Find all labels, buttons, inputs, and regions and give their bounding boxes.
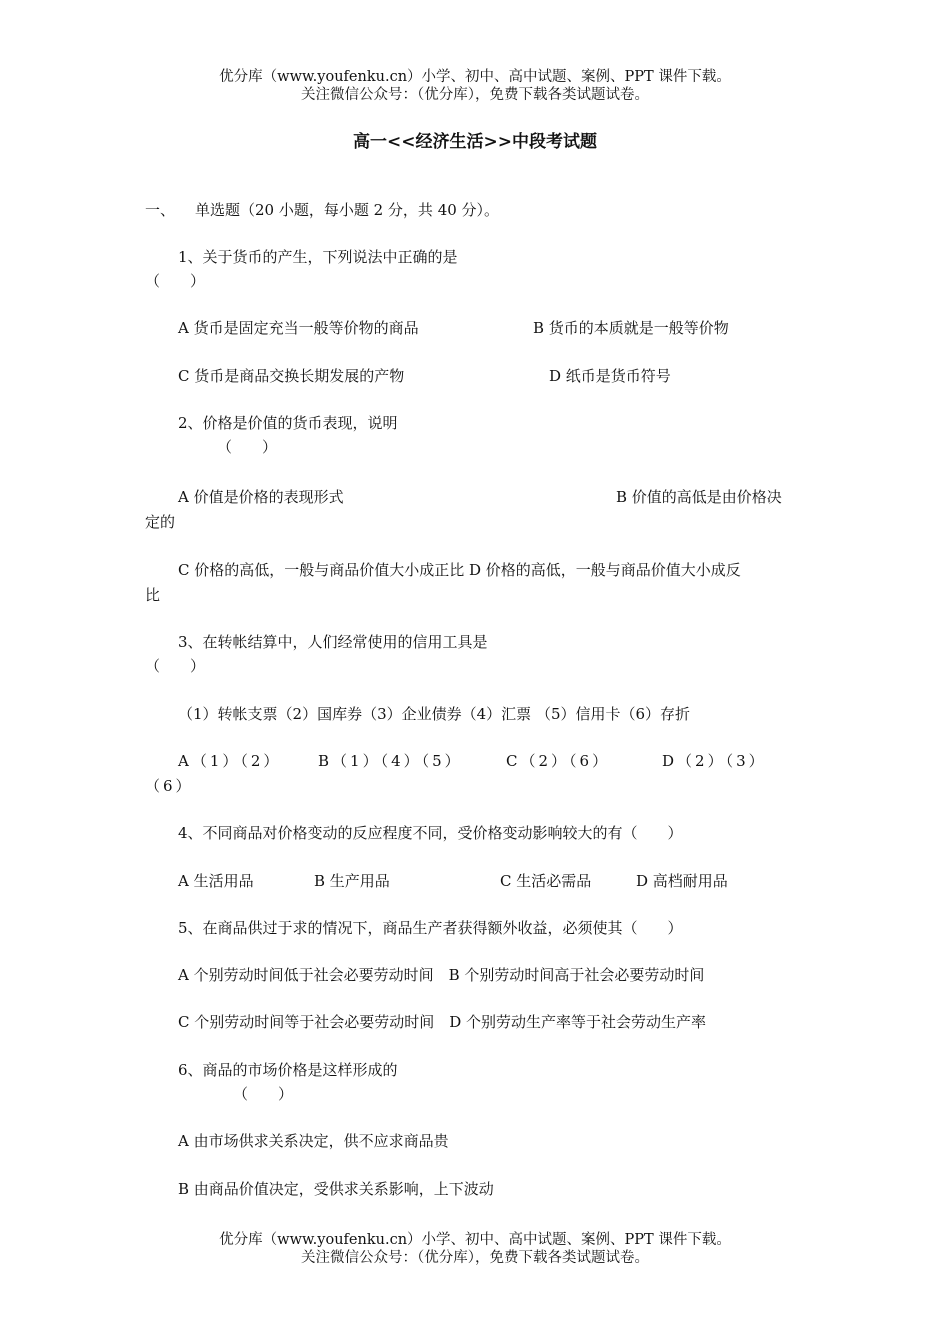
q2-stem: 2、价格是价值的货币表现，说明 bbox=[178, 414, 398, 432]
q4-option-b: B 生产用品 bbox=[314, 872, 390, 890]
q5-options-ab: A 个别劳动时间低于社会必要劳动时间 B 个别劳动时间高于社会必要劳动时间 bbox=[178, 966, 705, 984]
section-heading: 单选题（20 小题，每小题 2 分，共 40 分）。 bbox=[195, 201, 500, 219]
q5-stem: 5、在商品供过于求的情况下，商品生产者获得额外收益，必须使其（ ） bbox=[178, 919, 683, 937]
header-line-2: 关注微信公众号：（优分库），免费下载各类试题试卷。 bbox=[301, 87, 649, 103]
q2-options-cd: C 价格的高低，一般与商品价值大小成正比 D 价格的高低，一般与商品价值大小成反 bbox=[178, 561, 741, 579]
q5-options-cd: C 个别劳动时间等于社会必要劳动时间 D 个别劳动生产率等于社会劳动生产率 bbox=[178, 1013, 707, 1031]
q1-option-c: C 货币是商品交换长期发展的产物 bbox=[178, 367, 405, 385]
q2-option-a: A 价值是价格的表现形式 bbox=[178, 488, 344, 506]
header-line-1: 优分库（www.youfenku.cn）小学、初中、高中试题、案例、PPT 课件下载。 bbox=[219, 69, 731, 85]
q3-option-c: C（2）（6） bbox=[506, 752, 611, 770]
q4-option-c: C 生活必需品 bbox=[500, 872, 592, 890]
q4-option-d: D 高档耐用品 bbox=[636, 872, 728, 890]
page-title: 高一<<经济生活>>中段考试题 bbox=[353, 132, 597, 152]
q1-option-b: B 货币的本质就是一般等价物 bbox=[533, 319, 729, 337]
q2-option-b-cont: 定的 bbox=[145, 513, 176, 531]
q1-blank: （ ） bbox=[145, 272, 206, 290]
q3-option-d: D（2）（3） bbox=[662, 752, 767, 770]
q3-option-d-cont: （6） bbox=[145, 777, 194, 795]
section-number: 一、 bbox=[145, 201, 176, 219]
footer-line-1: 优分库（www.youfenku.cn）小学、初中、高中试题、案例、PPT 课件下载。 bbox=[219, 1232, 731, 1248]
q3-option-b: B（1）（4）（5） bbox=[318, 752, 463, 770]
q4-option-a: A 生活用品 bbox=[178, 872, 254, 890]
q1-option-a: A 货币是固定充当一般等价物的商品 bbox=[178, 319, 419, 337]
q2-option-b: B 价值的高低是由价格决 bbox=[616, 488, 782, 506]
q2-options-cd-cont: 比 bbox=[145, 586, 161, 604]
q1-stem: 1、关于货币的产生，下列说法中正确的是 bbox=[178, 248, 458, 266]
q3-blank: （ ） bbox=[145, 657, 206, 675]
q6-stem: 6、商品的市场价格是这样形成的 bbox=[178, 1061, 398, 1079]
q3-items: （1）转帐支票（2）国库券（3）企业债券（4）汇票 （5）信用卡（6）存折 bbox=[178, 705, 691, 723]
q6-option-a: A 由市场供求关系决定，供不应求商品贵 bbox=[178, 1132, 449, 1150]
q3-stem: 3、在转帐结算中，人们经常使用的信用工具是 bbox=[178, 633, 488, 651]
q6-option-b: B 由商品价值决定，受供求关系影响，上下波动 bbox=[178, 1180, 494, 1198]
q1-option-d: D 纸币是货币符号 bbox=[549, 367, 671, 385]
q3-option-a: A（1）（2） bbox=[178, 752, 282, 770]
footer-line-2: 关注微信公众号：（优分库），免费下载各类试题试卷。 bbox=[301, 1250, 649, 1266]
q4-stem: 4、不同商品对价格变动的反应程度不同，受价格变动影响较大的有（ ） bbox=[178, 824, 683, 842]
q2-blank: （ ） bbox=[217, 438, 278, 456]
q6-blank: （ ） bbox=[233, 1085, 294, 1103]
